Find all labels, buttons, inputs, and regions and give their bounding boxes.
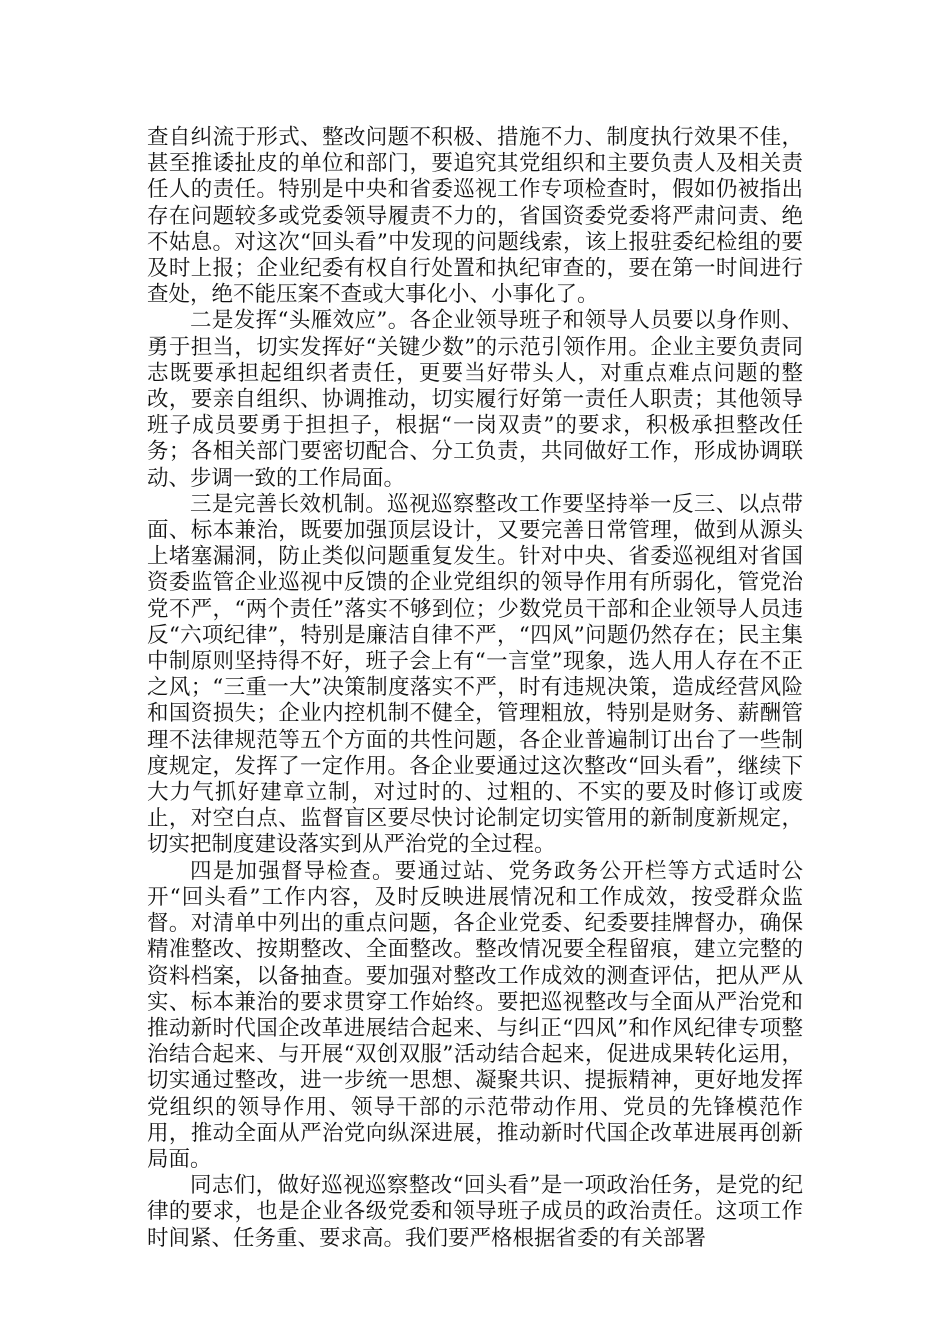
paragraph-supervision-inspection: 四是加强督导检查。要通过站、党务政务公开栏等方式适时公开“回头看”工作内容，及时反映进展情况和工作成效，按受群众监督。对清单中列出的重点问题，各企业党委、纪委要挂牌督办，确保精准整改、按期整改、全面整改。整改情况要全程留痕，建立完整的资料档案，以备抽查。要加强对整改工作成效的测查评估，把从严从实、标本兼治的要求贯穿工作始终。要把巡视整改与全面从严治党和推动新时代国企改革进展结合起来、与纠正“四风”和作风纪律专项整治结合起来、与开展“双创双服”活动结合起来，促进成果转化运用，切实通过整改，进一步统一思想、凝聚共识、提振精神，更好地发挥党组织的领导作用、领导干部的示范带动作用、党员的先锋模范作用，推动全面从严治党向纵深进展，推动新时代国企改革进展再创新局面。 [147,858,803,1172]
paragraph-long-term-mechanism: 三是完善长效机制。巡视巡察整改工作要坚持举一反三、以点带面、标本兼治，既要加强顶层设计，又要完善日常管理，做到从源头上堵塞漏洞，防止类似问题重复发生。针对中央、省委巡视组对省国资委监管企业巡视中反馈的企业党组织的领导作用有所弱化，管党治党不严，“两个责任”落实不够到位；少数党员干部和企业领导人员违反“六项纪律”，特别是廉洁自律不严，“四风”问题仍然存在；民主集中制原则坚持得不好，班子会上有“一言堂”现象，选人用人存在不正之风；“三重一大”决策制度落实不严，时有违规决策，造成经营风险和国资损失；企业内控机制不健全，管理粗放，特别是财务、薪酬管理不法律规范等五个方面的共性问题，各企业普遍制订出台了一些制度规定，发挥了一定作用。各企业要通过这次整改“回头看”，继续下大力气抓好建章立制，对过时的、过粗的、不实的要及时修订或废止，对空白点、监督盲区要尽快讨论制定切实管用的新制度新规定，切实把制度建设落实到从严治党的全过程。 [147,491,803,858]
paragraph-comrades: 同志们，做好巡视巡察整改“回头看”是一项政治任务，是党的纪律的要求，也是企业各级党委和领导班子成员的政治责任。这项工作时间紧、任务重、要求高。我们要严格根据省委的有关部署 [147,1173,803,1251]
document-page [147,125,803,1252]
paragraph-continued: 查自纠流于形式、整改问题不积极、措施不力、制度执行效果不佳，甚至推诿扯皮的单位和部门，要追究其党组织和主要负责人及相关责任人的责任。特别是中央和省委巡视工作专项检查时，假如仍被指出存在问题较多或党委领导履责不力的，省国资委党委将严肃问责、绝不姑息。对这次“回头看”中发现的问题线索，该上报驻委纪检组的要及时上报；企业纪委有权自行处置和执纪审查的，要在第一时间进行查处，绝不能压案不查或大事化小、小事化了。 [147,125,803,308]
paragraph-lead-goose-effect: 二是发挥“头雁效应”。各企业领导班子和领导人员要以身作则、勇于担当，切实发挥好“关键少数”的示范引领作用。企业主要负责同志既要承担起组织者责任，更要当好带头人，对重点难点问题的整改，要亲自组织、协调推动，切实履行好第一责任人职责；其他领导班子成员要勇于担担子，根据“一岗双责”的要求，积极承担整改任务；各相关部门要密切配合、分工负责，共同做好工作，形成协调联动、步调一致的工作局面。 [147,308,803,491]
